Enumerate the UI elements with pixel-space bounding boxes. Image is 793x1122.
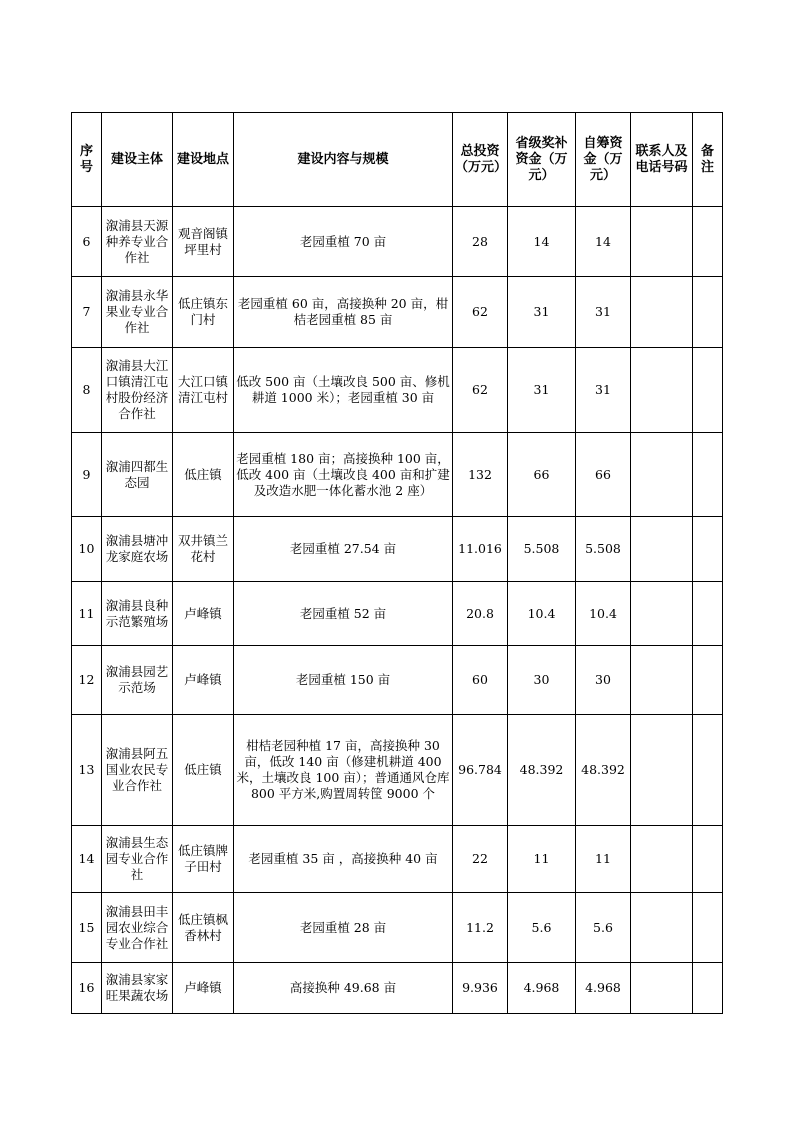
cell-location: 卢峰镇 <box>173 963 234 1014</box>
cell-entity: 溆浦县大江口镇清江屯村股份经济合作社 <box>102 348 173 433</box>
cell-self: 48.392 <box>576 715 631 826</box>
cell-no: 11 <box>72 582 102 646</box>
cell-remark <box>693 826 723 893</box>
cell-location: 观音阁镇坪里村 <box>173 207 234 277</box>
cell-no: 8 <box>72 348 102 433</box>
cell-content: 老园重植 180 亩；高接换种 100 亩，低改 400 亩（土壤改良 400 亩和扩建及改造水肥一体化蓄水池 2 座） <box>234 433 453 517</box>
cell-content: 老园重植 52 亩 <box>234 582 453 646</box>
cell-remark <box>693 893 723 963</box>
header-content: 建设内容与规模 <box>234 113 453 207</box>
cell-subsidy: 31 <box>508 348 576 433</box>
cell-total: 60 <box>453 646 508 715</box>
cell-remark <box>693 582 723 646</box>
table-row <box>72 893 723 963</box>
cell-subsidy: 30 <box>508 646 576 715</box>
cell-content: 老园重植 28 亩 <box>234 893 453 963</box>
cell-total: 28 <box>453 207 508 277</box>
cell-no: 13 <box>72 715 102 826</box>
cell-subsidy: 14 <box>508 207 576 277</box>
project-table <box>71 112 723 1014</box>
cell-subsidy: 31 <box>508 277 576 348</box>
cell-subsidy: 4.968 <box>508 963 576 1014</box>
cell-self: 10.4 <box>576 582 631 646</box>
cell-self: 31 <box>576 348 631 433</box>
cell-content: 老园重植 150 亩 <box>234 646 453 715</box>
cell-no: 9 <box>72 433 102 517</box>
cell-location: 卢峰镇 <box>173 582 234 646</box>
cell-entity: 溆浦县良种示范繁殖场 <box>102 582 173 646</box>
cell-entity: 溆浦四都生态园 <box>102 433 173 517</box>
cell-subsidy: 5.508 <box>508 517 576 582</box>
cell-content: 柑桔老园种植 17 亩，高接换种 30 亩，低改 140 亩（修建机耕道 400 米，土壤改良 100 亩）；普通通风仓库 800 平方米,购置周转筐 9000 个 <box>234 715 453 826</box>
header-row <box>72 113 723 207</box>
cell-self: 31 <box>576 277 631 348</box>
cell-total: 62 <box>453 348 508 433</box>
cell-contact <box>631 715 693 826</box>
cell-no: 12 <box>72 646 102 715</box>
cell-entity: 溆浦县阿五国业农民专业合作社 <box>102 715 173 826</box>
table-row <box>72 715 723 826</box>
cell-contact <box>631 826 693 893</box>
cell-self: 30 <box>576 646 631 715</box>
cell-content: 老园重植 70 亩 <box>234 207 453 277</box>
cell-no: 10 <box>72 517 102 582</box>
cell-location: 低庄镇东门村 <box>173 277 234 348</box>
cell-contact <box>631 582 693 646</box>
cell-total: 96.784 <box>453 715 508 826</box>
cell-content: 老园重植 60 亩，高接换种 20 亩，柑桔老园重植 85 亩 <box>234 277 453 348</box>
cell-self: 4.968 <box>576 963 631 1014</box>
cell-contact <box>631 433 693 517</box>
cell-remark <box>693 715 723 826</box>
cell-location: 大江口镇清江屯村 <box>173 348 234 433</box>
cell-contact <box>631 348 693 433</box>
cell-location: 低庄镇枫香林村 <box>173 893 234 963</box>
cell-entity: 溆浦县园艺示范场 <box>102 646 173 715</box>
header-location: 建设地点 <box>173 113 234 207</box>
table-row <box>72 348 723 433</box>
cell-location: 双井镇兰花村 <box>173 517 234 582</box>
cell-remark <box>693 517 723 582</box>
cell-remark <box>693 433 723 517</box>
table-row <box>72 963 723 1014</box>
cell-no: 14 <box>72 826 102 893</box>
cell-location: 低庄镇牌子田村 <box>173 826 234 893</box>
cell-contact <box>631 963 693 1014</box>
cell-total: 9.936 <box>453 963 508 1014</box>
cell-subsidy: 11 <box>508 826 576 893</box>
cell-contact <box>631 893 693 963</box>
table-row <box>72 646 723 715</box>
cell-content: 老园重植 27.54 亩 <box>234 517 453 582</box>
header-self: 自筹资金（万元） <box>576 113 631 207</box>
cell-entity: 溆浦县塘冲龙家庭农场 <box>102 517 173 582</box>
cell-total: 20.8 <box>453 582 508 646</box>
cell-content: 高接换种 49.68 亩 <box>234 963 453 1014</box>
cell-total: 22 <box>453 826 508 893</box>
cell-content: 低改 500 亩（土壤改良 500 亩、修机耕道 1000 米）；老园重植 30 亩 <box>234 348 453 433</box>
cell-total: 62 <box>453 277 508 348</box>
header-contact: 联系人及电话号码 <box>631 113 693 207</box>
header-no: 序号 <box>72 113 102 207</box>
cell-location: 卢峰镇 <box>173 646 234 715</box>
cell-self: 11 <box>576 826 631 893</box>
cell-content: 老园重植 35 亩 ，高接换种 40 亩 <box>234 826 453 893</box>
cell-self: 66 <box>576 433 631 517</box>
cell-location: 低庄镇 <box>173 715 234 826</box>
cell-subsidy: 66 <box>508 433 576 517</box>
table-row <box>72 433 723 517</box>
table-row <box>72 277 723 348</box>
table-row <box>72 582 723 646</box>
cell-remark <box>693 207 723 277</box>
cell-subsidy: 5.6 <box>508 893 576 963</box>
cell-total: 132 <box>453 433 508 517</box>
cell-contact <box>631 207 693 277</box>
cell-no: 15 <box>72 893 102 963</box>
cell-entity: 溆浦县天源种养专业合作社 <box>102 207 173 277</box>
header-total: 总投资（万元） <box>453 113 508 207</box>
header-remark: 备注 <box>693 113 723 207</box>
table-row <box>72 207 723 277</box>
cell-total: 11.016 <box>453 517 508 582</box>
cell-remark <box>693 277 723 348</box>
cell-no: 7 <box>72 277 102 348</box>
cell-self: 5.508 <box>576 517 631 582</box>
cell-self: 14 <box>576 207 631 277</box>
cell-remark <box>693 348 723 433</box>
cell-entity: 溆浦县田丰园农业综合专业合作社 <box>102 893 173 963</box>
cell-no: 6 <box>72 207 102 277</box>
cell-subsidy: 48.392 <box>508 715 576 826</box>
cell-contact <box>631 646 693 715</box>
cell-entity: 溆浦县永华果业专业合作社 <box>102 277 173 348</box>
cell-subsidy: 10.4 <box>508 582 576 646</box>
cell-contact <box>631 277 693 348</box>
cell-total: 11.2 <box>453 893 508 963</box>
cell-remark <box>693 646 723 715</box>
cell-remark <box>693 963 723 1014</box>
cell-location: 低庄镇 <box>173 433 234 517</box>
cell-contact <box>631 517 693 582</box>
header-entity: 建设主体 <box>102 113 173 207</box>
header-subsidy: 省级奖补资金（万元） <box>508 113 576 207</box>
cell-no: 16 <box>72 963 102 1014</box>
table-row <box>72 826 723 893</box>
cell-entity: 溆浦县生态园专业合作社 <box>102 826 173 893</box>
cell-self: 5.6 <box>576 893 631 963</box>
cell-entity: 溆浦县家家旺果蔬农场 <box>102 963 173 1014</box>
table-row <box>72 517 723 582</box>
